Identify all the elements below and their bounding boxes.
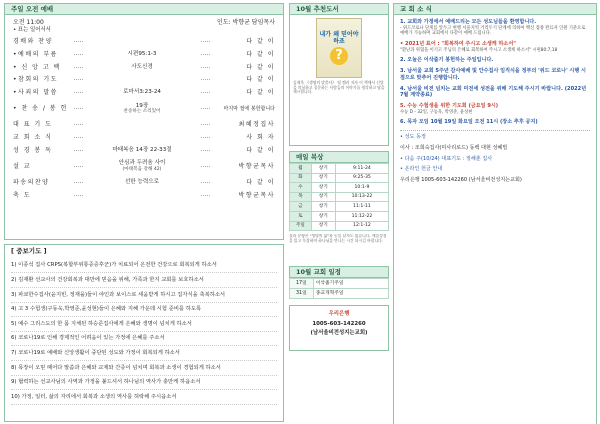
worship-item-name: 축 도 [13,191,31,199]
worship-row [13,61,275,74]
worship-row [13,48,275,61]
worship-item-ref: 로마서3:23-24 [123,88,161,95]
news-item [400,86,590,99]
news-extra-item: • 성도 동정 [400,134,426,141]
prayer-item: 4) 고 3 수험생(구동욱,박영준,윤성현)들이 은혜와 지혜 가운데 시험 준비를 하도록 [11,303,277,318]
worship-item-name: •예배의 부름 [13,50,58,58]
bible-ref: 9:25-35 [335,173,388,183]
bible-table [289,163,389,231]
prayer-item: 9) 협력하는 선교사님의 사역과 가정을 붙드셔서 하나님의 역사가 충만케 하옵소서 [11,376,277,391]
worship-item-name: 설 교 [13,162,31,170]
worship-row [13,73,275,86]
worship-item-ref: 선한 능력으로 [124,179,160,186]
dotted-leader [201,108,210,109]
book-box [289,15,389,146]
prayer-item: 6) 코로나19로 인해 경제적인 어려움이 있는 가정에 은혜를 주소서 [11,332,277,347]
worship-rows [13,36,275,202]
schedule-event: 이삭줍기주일 [313,279,388,289]
bible-row [290,173,389,183]
dotted-leader [201,92,210,93]
worship-item-ref: 시편95:1-3 [127,51,157,58]
bible-book: 창기 [311,183,335,193]
worship-item-leader: 다 같 이 [246,38,275,46]
worship-item-leader: 박향균목사 [238,191,275,199]
dotted-leader [74,195,83,196]
dotted-leader [74,124,83,125]
news-item [400,57,590,64]
prayer-item: 10) 가정, 일터, 삶의 자리에서 회복과 소생의 역사를 허락해 주시옵소서 [11,390,277,405]
worship-leader: 인도: 박향균 담임목사 [216,19,275,26]
dotted-leader [74,108,83,109]
news-extra-item: • 온라인 헌금 안내 [400,166,443,173]
left-column [4,3,284,421]
worship-time: 오전 11:00 [13,19,44,26]
book-cover-image [316,18,362,78]
bible-ref: 10:1-9 [335,183,388,193]
dotted-leader [74,150,83,151]
worship-item-leader: 다 같 이 [246,50,275,58]
bank-holder: (남서울비전성지는교회) [310,330,368,337]
bible-note: 결과 분량은 "생명의 삶"과 동일 날자도 없습니다. 매일성경을 읽고 묵상하며 하나님을 만나는 시간 되시길 바랍니다. [289,234,387,243]
bible-day: 수 [290,183,312,193]
news-item-detail: 수능 D - 32일, 구동욱, 박영준, 윤성현 [400,109,473,115]
book-cover-title: 내가 왜 믿어야 하죠 [319,30,359,45]
news-item-title: 5. 수능 수험생을 위한 기도회 (금요일 9시) [400,103,499,110]
dotted-leader [74,79,83,80]
bible-ref: 9:11-24 [335,164,388,174]
worship-item-leader: 사 회 자 [246,133,275,141]
news-item-title: 4. 남서울 비전 넘치는 교회 미전세 성전을 위해 기도해 주시기 바랍니다. (2022년 7월 계약종료) [400,85,587,99]
worship-item-ref: 19장 [135,102,149,109]
news-extra-item: 우리은행 1005-603-142260 (남서울비전성지는교회) [400,177,522,184]
bible-book: 창기 [311,211,335,221]
worship-item-detail [86,89,198,96]
bible-ref: 11:1-11 [335,202,388,212]
bible-book: 창기 [311,164,335,174]
middle-column [289,3,389,421]
worship-item-leader: 다 같 이 [246,146,275,154]
bible-row [290,192,389,202]
schedule-row [290,279,389,289]
news-box [393,15,597,424]
news-item-title: 3. 남서울 교회 5주년 감사예배 및 안수집사 임직식을 정부의 '위드 코로나' 시행 시점으로 맞추어 진행합니다. [400,68,586,81]
dotted-leader [74,166,83,167]
right-column [393,3,597,421]
bible-ref: 12:1-12 [335,221,388,231]
bible-day: 금 [290,202,312,212]
bible-day: 토 [290,211,312,221]
worship-top [13,19,275,26]
prayer-item: 2) 김재환 선교사의 건강회복과 대만에 믿음을 위해, 가족과 한지 교회를 보호하소서 [11,273,277,288]
news-item [400,19,590,37]
news-item-title: 1. 교회와 가정에서 예배드리는 모든 성도님들을 환영합니다. [400,19,537,25]
news-item [400,68,590,81]
prayer-item: 3) 파쿄한수집사(윤지빈, 정재을)들이 야인과 보이스로 세움받게 하시고 집자식을 축복하소서 [11,288,277,303]
bible-day: 주일 [290,221,312,231]
schedule-date: 17일 [290,279,314,289]
news-extra-item: 이사 : 조희숙집사(미사리로드) 동백 대현 성혜빌 [400,144,508,151]
worship-item-detail [86,179,198,186]
worship-item-ref: 안심과 두려움 사이 [118,160,166,167]
dotted-leader [201,54,210,55]
prayer-item: 1) 이종석 집사 CRPS(복합부위통증증후군)가 치료되어 온전한 건강으로 회복되게 하소서 [11,259,277,274]
worship-item-leader: 다 같 이 [246,88,275,96]
worship-order [4,15,284,240]
dotted-leader [74,41,83,42]
bank-info [289,305,389,351]
news-header: 교 회 소 식 [393,3,597,15]
dotted-leader [74,92,83,93]
bible-row [290,183,389,193]
question-mark-icon: ? [330,47,348,65]
bible-header: 매일 복상 [289,151,389,163]
dotted-leader [201,41,210,42]
dotted-leader [201,137,210,138]
news-item [400,103,590,115]
dotted-leader [74,54,83,55]
schedule-date: 31일 [290,289,314,299]
schedule-table [289,278,389,299]
worship-item-sub: (마태복음 강해 42) [122,167,162,173]
prayer-item: 7) 코로나19로 예배와 신앙생활이 중단된 성도와 가정이 회복되게 하소서 [11,346,277,361]
bible-ref: 10:13-22 [335,192,388,202]
book-header: 10월 추천도서 [289,3,389,15]
worship-item-name: • 찬 송 / 봉 헌 [13,105,68,113]
worship-item-name: 대 표 기 도 [13,121,53,129]
news-item [400,41,590,53]
prayer-title: [ 중보기도 ] [11,247,47,255]
worship-item-detail [86,147,198,154]
bible-day: 월 [290,164,312,174]
worship-item-detail [86,64,198,71]
worship-item-name: • 신 앙 고 백 [13,63,61,71]
worship-row [13,119,275,132]
bible-ref: 11:12-22 [335,211,388,221]
bible-row [290,211,389,221]
standing-note: • 표는 일어서서 [13,27,51,34]
worship-row [13,176,275,189]
schedule-header: 10월 교회 일정 [289,266,389,278]
worship-item-name: 파송의찬양 [13,179,50,187]
worship-item-leader: 최혜정집사 [238,121,275,129]
bible-row [290,202,389,212]
dotted-leader [74,182,83,183]
dotted-leader [201,195,210,196]
prayer-item: 5) 예수 그리스도의 한 몸 지체된 하승준집사에게 은혜와 생명이 넘치게 하소서 [11,317,277,332]
worship-item-ref: 마태복음 14장 22-33절 [112,146,172,153]
dotted-leader [201,150,210,151]
worship-header: 주일 오전 예배 [4,3,284,15]
news-item-detail: "환난과 위협을 이기고 주님의 은혜로 회복하여 주시고 소생케 하소서" 시편80:7,18 [400,47,558,53]
worship-item-name: 교 회 소 식 [13,133,53,141]
dotted-leader [201,166,210,167]
bible-day: 화 [290,173,312,183]
news-extra [400,130,590,184]
prayer-list [11,259,277,405]
news-list [400,19,590,126]
bible-book: 창기 [311,221,335,231]
worship-item-name: 경배와 찬양 [13,38,53,46]
worship-item-ref: 사도신경 [131,63,153,70]
worship-row [13,144,275,157]
worship-item-name: 성 경 봉 독 [13,146,53,154]
worship-row [13,36,275,49]
news-item-title: 6. 목자 모임 10월 19일 화요일 오전 11시 (장소 추후 공지) [400,119,538,126]
worship-row [13,99,275,119]
worship-item-name: •참회의 기도 [13,76,58,84]
worship-item-sub: 찬송하는 소리있어 [123,109,161,115]
worship-row [13,189,275,202]
news-extra-item: • 다음 주(10/24) 대표기도 : 정해춘 집사 [400,155,493,162]
book-note: 김재욱 《생명의 말씀사》 팀 켈러 저자 이 책에서 신앙을 의심하고 질문하는 사람들의 이야기를 생각하고 답을 제시합니다. [293,80,385,95]
worship-item-detail [86,160,198,172]
bank-account: 1005-603-142260 [312,320,366,327]
worship-row [13,86,275,99]
dotted-leader [201,124,210,125]
worship-item-detail [86,103,198,115]
bible-reading [289,151,389,262]
worship-row [13,156,275,176]
dotted-leader [201,67,210,68]
bank-name: 우리은행 [328,311,350,318]
worship-item-name: •사죄의 말씀 [13,88,58,96]
bible-book: 창기 [311,173,335,183]
dotted-leader [201,182,210,183]
bible-row [290,221,389,231]
news-item [400,119,590,126]
news-item-title: • 2021년 표어 : "회복하여 주시고 소생케 하소서" [400,41,516,48]
schedule-event: 종교개혁주일 [313,289,388,299]
prayer-box [4,244,284,422]
dotted-leader [74,67,83,68]
news-item-title: 2. 오늘은 이삭줍기 봉헌하는 주일입니다. [400,57,494,64]
worship-item-leader: 다 같 이 [246,76,275,84]
dotted-leader [74,137,83,138]
worship-item-detail [86,51,198,58]
worship-item-leader: 마지막 절에 봉헌합니다 [223,105,275,112]
worship-item-leader: 다 같 이 [246,63,275,71]
bible-row [290,164,389,174]
schedule-row [290,289,389,299]
dotted-leader [201,79,210,80]
worship-item-leader: 다 같 이 [246,179,275,187]
news-item-detail: - 위드코로나 단계를 앞두고 현행 서울지역 거리두기 단계에 의하여 백신 접종 완료자 인원 기준으로 예배가 가능하며 교회에서 다같이 예배 드립니다. [400,25,586,37]
worship-item-leader: 박향균목사 [238,162,275,170]
bible-book: 창기 [311,202,335,212]
bible-book: 창기 [311,192,335,202]
worship-row [13,131,275,144]
church-schedule [289,266,389,299]
bible-day: 목 [290,192,312,202]
prayer-item: 8) 목장이 오믿 떼어다 말씀과 은혜와 교제와 간증이 넘치며 회복과 소생이 경험되게 하소서 [11,361,277,376]
